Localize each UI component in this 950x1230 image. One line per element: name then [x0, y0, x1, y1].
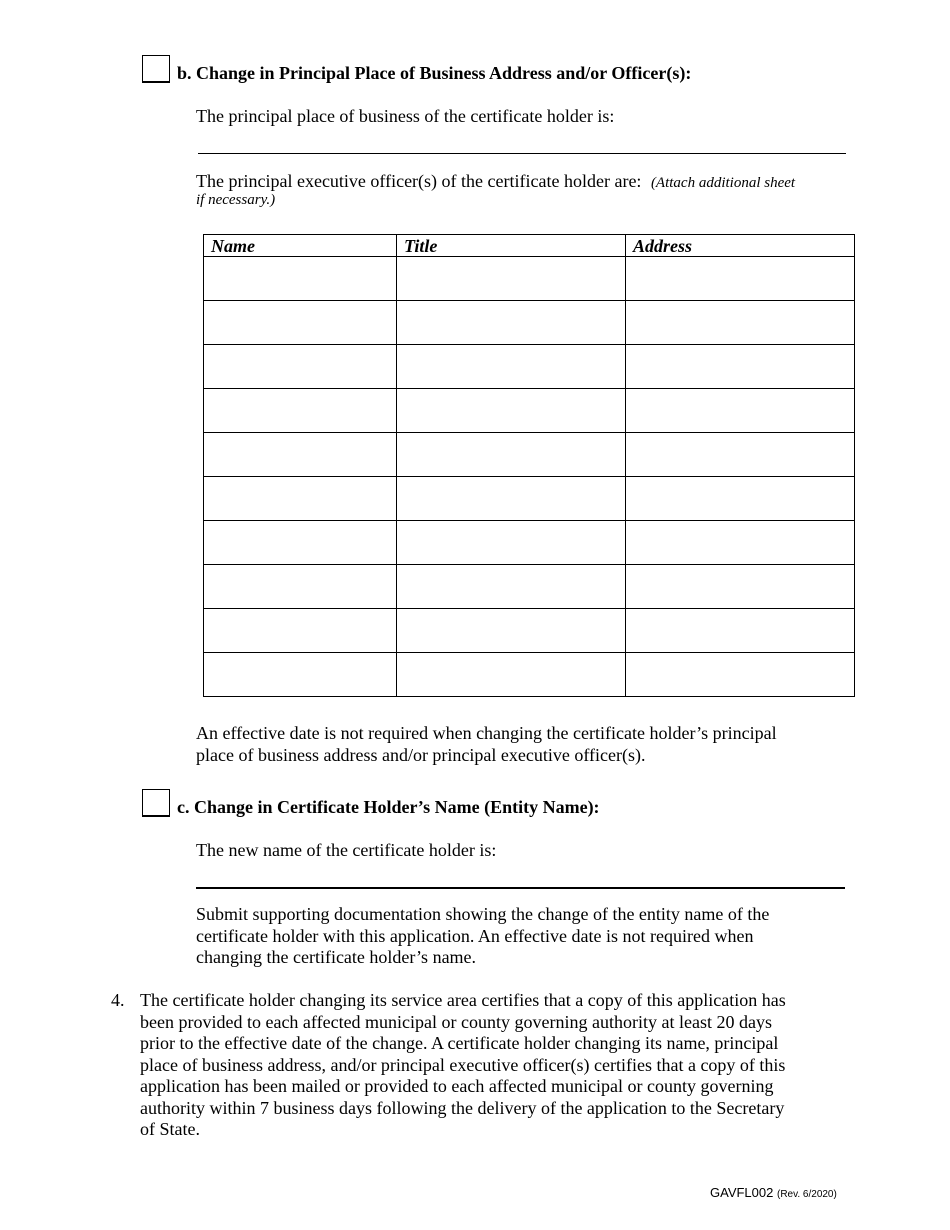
officer-title-cell[interactable] [397, 521, 626, 565]
officer-title-cell[interactable] [397, 257, 626, 301]
effective-date-note [196, 723, 856, 766]
col-header-address: Address [626, 235, 855, 257]
item-4-line: authority within 7 business days following the delivery of the application to the Secretary [140, 1097, 785, 1118]
officer-name-cell[interactable] [204, 433, 397, 477]
table-row [204, 301, 855, 345]
new-name-field[interactable] [196, 887, 845, 889]
item-4-line: application has been mailed or provided to each affected municipal or county governing [140, 1076, 774, 1096]
section-b-heading: b. Change in Principal Place of Business Address and/or Officer(s): [177, 63, 692, 83]
table-row [204, 389, 855, 433]
effective-date-line-1: An effective date is not required when changing the certificate holder’s principal [196, 723, 777, 743]
table-row [204, 345, 855, 389]
officer-address-cell[interactable] [626, 477, 855, 521]
form-code: GAVFL002 [710, 1185, 774, 1200]
col-header-title: Title [397, 235, 626, 257]
support-line-3: changing the certificate holder’s name. [196, 947, 477, 967]
officer-title-cell[interactable] [397, 433, 626, 477]
officer-title-cell[interactable] [397, 345, 626, 389]
officer-name-cell[interactable] [204, 653, 397, 697]
officer-address-cell[interactable] [626, 521, 855, 565]
support-line-2: certificate holder with this application. An effective date is not required when [196, 925, 754, 946]
officers-note-2: if necessary.) [196, 192, 276, 208]
item-4-line: The certificate holder changing its service area certifies that a copy of this application has [140, 990, 786, 1010]
officer-title-cell[interactable] [397, 389, 626, 433]
officers-intro [196, 171, 836, 195]
item-4-line: of State. [140, 1119, 200, 1139]
officer-address-cell[interactable] [626, 257, 855, 301]
table-row [204, 609, 855, 653]
col-header-name: Name [204, 235, 397, 257]
officer-title-cell[interactable] [397, 653, 626, 697]
effective-date-line-2: place of business address and/or principal executive officer(s). [196, 744, 646, 765]
officer-title-cell[interactable] [397, 565, 626, 609]
principal-place-field[interactable] [198, 153, 846, 154]
officer-address-cell[interactable] [626, 345, 855, 389]
form-revision: (Rev. 6/2020) [776, 1189, 837, 1200]
officers-note-1: (Attach additional sheet [650, 175, 796, 191]
section-c-checkbox[interactable] [142, 789, 170, 817]
officer-name-cell[interactable] [204, 565, 397, 609]
officer-name-cell[interactable] [204, 301, 397, 345]
table-row [204, 477, 855, 521]
officer-address-cell[interactable] [626, 609, 855, 653]
officers-table-header [204, 235, 855, 257]
principal-place-label: The principal place of business of the certificate holder is: [196, 106, 615, 126]
officer-name-cell[interactable] [204, 521, 397, 565]
officer-name-cell[interactable] [204, 257, 397, 301]
table-row [204, 565, 855, 609]
officer-name-cell[interactable] [204, 477, 397, 521]
officer-address-cell[interactable] [626, 653, 855, 697]
officer-name-cell[interactable] [204, 345, 397, 389]
new-name-label: The new name of the certificate holder is: [196, 840, 497, 860]
officers-intro-text: The principal executive officer(s) of the certificate holder are: [196, 171, 642, 191]
officer-title-cell[interactable] [397, 609, 626, 653]
officer-title-cell[interactable] [397, 301, 626, 345]
officer-address-cell[interactable] [626, 389, 855, 433]
item-4-line: place of business address, and/or principal executive officer(s) certifies that a copy of this [140, 1054, 786, 1075]
officer-address-cell[interactable] [626, 301, 855, 345]
table-row [204, 521, 855, 565]
form-footer [710, 1185, 837, 1200]
section-b-checkbox[interactable] [142, 55, 170, 83]
officers-table [203, 234, 855, 697]
item-4-text [140, 990, 840, 1141]
officer-name-cell[interactable] [204, 609, 397, 653]
support-line-1: Submit supporting documentation showing the change of the entity name of the [196, 904, 770, 924]
officer-name-cell[interactable] [204, 389, 397, 433]
table-row [204, 653, 855, 697]
item-4-line: been provided to each affected municipal or county governing authority at least 20 days [140, 1011, 772, 1032]
support-documentation-note [196, 904, 856, 969]
officer-address-cell[interactable] [626, 433, 855, 477]
item-4-line: prior to the effective date of the change. A certificate holder changing its name, principal [140, 1033, 779, 1053]
item-4-number: 4. [111, 990, 125, 1010]
officer-title-cell[interactable] [397, 477, 626, 521]
officer-address-cell[interactable] [626, 565, 855, 609]
table-row [204, 257, 855, 301]
table-row [204, 433, 855, 477]
section-c-heading: c. Change in Certificate Holder’s Name (Entity Name): [177, 797, 600, 817]
